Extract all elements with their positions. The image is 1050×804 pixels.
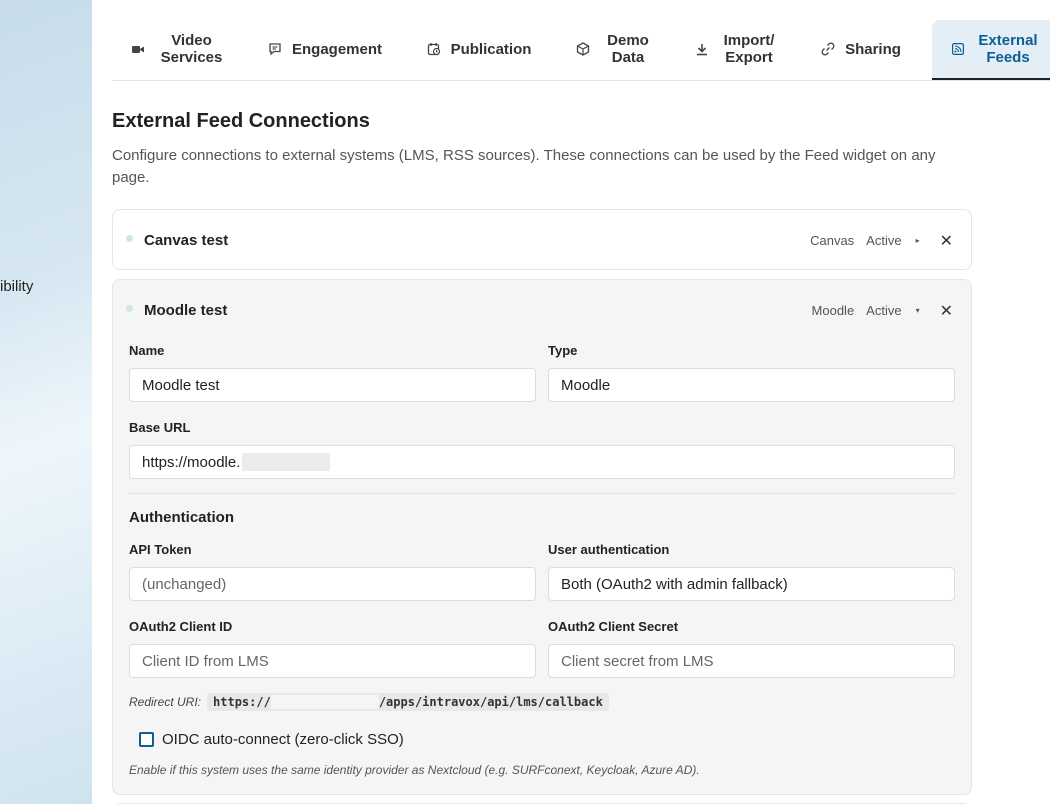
download-icon — [696, 42, 708, 56]
link-icon — [821, 42, 835, 56]
api-token-input[interactable]: (unchanged) — [129, 567, 536, 601]
comment-icon — [268, 42, 282, 56]
tab-label: Video Services — [160, 32, 223, 66]
oidc-label: OIDC auto-connect (zero-click SSO) — [162, 731, 404, 748]
tab-label: Sharing — [845, 40, 901, 58]
status-badge: Active — [866, 233, 902, 248]
connection-card-canvas — [112, 209, 972, 270]
tab-publication[interactable] — [402, 20, 556, 78]
name-input[interactable]: Moodle test — [129, 368, 536, 402]
connection-card-moodle — [112, 279, 972, 795]
tab-sharing[interactable] — [800, 20, 922, 78]
tab-label: Publication — [450, 40, 532, 58]
page-description: Configure connections to external systems (LMS, RSS sources). These connections can be used by the Feed widget on any page. — [112, 147, 936, 186]
main-content — [92, 0, 1050, 804]
authentication-heading: Authentication — [129, 509, 234, 526]
client-id-label: OAuth2 Client ID — [129, 619, 233, 634]
status-badge: Active — [866, 303, 902, 318]
tab-label: External Feeds — [978, 32, 1038, 66]
base-url-input[interactable]: https://moodle. — [129, 445, 955, 479]
delete-connection-button[interactable]: ✕ — [939, 302, 953, 320]
connection-name: Moodle test — [144, 302, 228, 319]
sidebar-background — [0, 0, 92, 804]
tab-video-services[interactable] — [112, 20, 248, 78]
status-dot — [126, 235, 133, 242]
oidc-checkbox[interactable] — [139, 732, 154, 747]
type-label: Type — [548, 343, 578, 358]
tab-label: Import/ Export — [723, 32, 775, 66]
rss-icon — [952, 42, 964, 56]
redirect-uri-row — [129, 693, 609, 711]
calendar-clock-icon — [427, 42, 441, 56]
base-url-label: Base URL — [129, 420, 191, 435]
oidc-hint: Enable if this system uses the same identity provider as Nextcloud (e.g. SURFconext, Keycloak, Azure AD). — [129, 763, 700, 777]
client-secret-input[interactable]: Client secret from LMS — [548, 644, 955, 678]
connection-type: Moodle — [811, 303, 855, 318]
status-dot — [126, 305, 133, 312]
client-secret-label: OAuth2 Client Secret — [548, 619, 679, 634]
client-id-input[interactable]: Client ID from LMS — [129, 644, 536, 678]
api-token-label: API Token — [129, 542, 192, 557]
redacted-area — [271, 695, 379, 709]
type-select[interactable]: Moodle — [548, 368, 955, 402]
collapse-caret-icon[interactable]: ▾ — [915, 306, 920, 315]
sidebar-item-clipped[interactable]: ibility — [0, 278, 34, 295]
connection-name: Canvas test — [144, 232, 229, 249]
divider — [129, 493, 955, 494]
user-auth-select[interactable]: Both (OAuth2 with admin fallback) — [548, 567, 955, 601]
tab-external-feeds[interactable] — [932, 20, 1050, 80]
video-icon — [132, 42, 145, 56]
tab-engagement[interactable] — [248, 20, 402, 78]
tab-label: Engagement — [292, 40, 383, 58]
tab-import-export[interactable] — [676, 20, 800, 78]
redirect-uri-value: https:// /apps/intravox/api/lms/callback — [207, 693, 609, 711]
package-icon — [576, 42, 590, 56]
connection-type: Canvas — [810, 233, 855, 248]
connection-meta — [810, 210, 953, 271]
user-auth-label: User authentication — [548, 542, 670, 557]
redacted-area — [242, 453, 330, 471]
page-title: External Feed Connections — [112, 110, 370, 132]
expand-caret-icon[interactable]: ▸ — [915, 236, 920, 245]
redirect-uri-label: Redirect URI: — [129, 695, 202, 709]
oidc-auto-connect-row[interactable] — [139, 731, 404, 748]
tab-demo-data[interactable] — [556, 20, 676, 78]
connection-meta — [812, 280, 953, 341]
settings-tabs — [112, 18, 1050, 81]
name-label: Name — [129, 343, 165, 358]
delete-connection-button[interactable]: ✕ — [939, 232, 953, 250]
tab-label: Demo Data — [607, 32, 649, 66]
